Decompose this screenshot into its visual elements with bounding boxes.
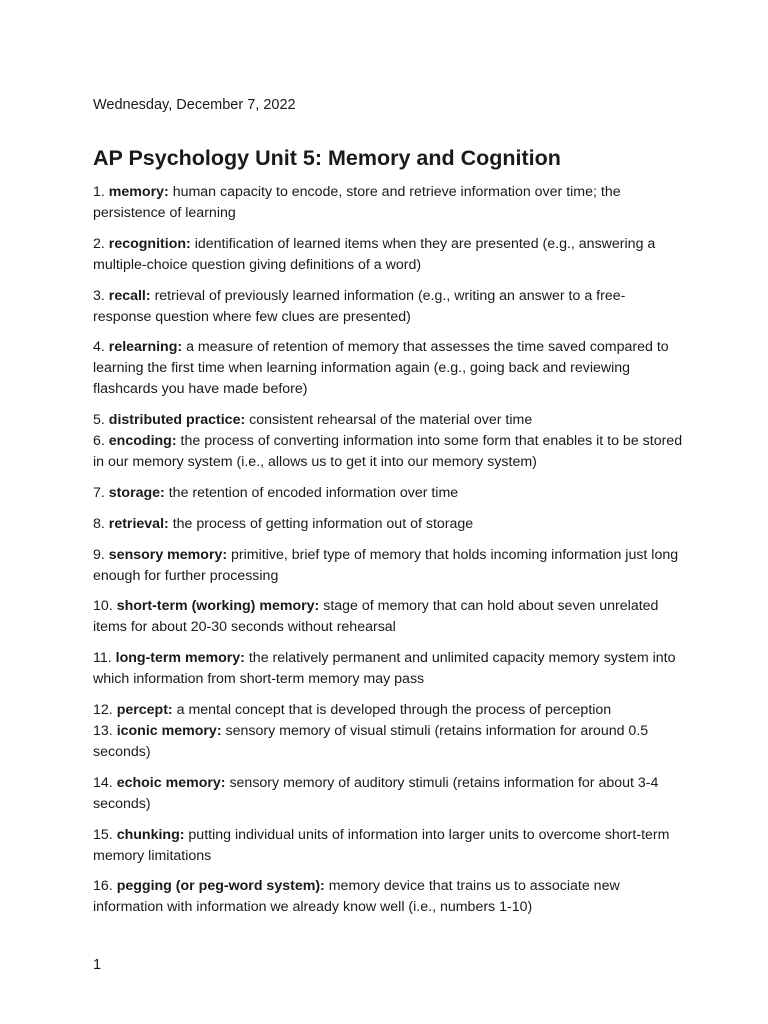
term-definition: the process of getting information out of storage — [172, 515, 474, 532]
term-definition: memory device that trains us to associate new information with information we already know well (i.e., numbers 1-10) — [93, 878, 620, 916]
term-label: storage: — [108, 484, 165, 501]
term-item — [93, 596, 683, 638]
term-item — [93, 286, 683, 328]
term-label: memory: — [108, 184, 169, 200]
term-label: pegging (or peg-word system): — [116, 878, 325, 895]
term-label: relearning: — [108, 339, 183, 356]
term-number: 1. — [93, 184, 105, 200]
term-number: 14. — [93, 774, 113, 791]
term-number: 11. — [93, 650, 112, 667]
term-definition: the retention of encoded information over time — [168, 484, 459, 501]
term-item — [93, 773, 683, 815]
term-list — [93, 182, 683, 928]
term-item — [93, 182, 683, 224]
term-number: 5. — [93, 412, 105, 429]
term-label: percept: — [116, 701, 173, 718]
term-number: 3. — [93, 287, 105, 304]
term-definition: a measure of retention of memory that assesses the time saved compared to learning the first time when learning information again (e.g., going back and reviewing flashcards you have made before) — [93, 339, 669, 398]
term-definition: the relatively permanent and unlimited capacity memory system into which information from short-term memory may pass — [93, 650, 676, 688]
term-definition: a mental concept that is developed through the process of perception — [176, 701, 612, 718]
term-definition: stage of memory that can hold about seven unrelated items for about 20-30 seconds without rehearsal — [93, 598, 659, 636]
page-number: 1 — [93, 957, 102, 973]
term-number: 8. — [93, 515, 105, 532]
term-label: short-term (working) memory: — [116, 598, 320, 615]
term-label: distributed practice: — [108, 412, 246, 429]
term-number: 4. — [93, 339, 105, 356]
term-definition: sensory memory of visual stimuli (retains information for around 0.5 seconds) — [93, 722, 649, 760]
term-number: 15. — [93, 826, 113, 843]
term-definition: retrieval of previously learned information (e.g., writing an answer to a free-response question where few clues are presented) — [93, 287, 626, 325]
term-label: sensory memory: — [108, 546, 228, 563]
term-number: 7. — [93, 484, 105, 501]
document-date: Wednesday, December 7, 2022 — [93, 97, 296, 113]
term-definition: identification of learned items when they are presented (e.g., answering a multiple-choice question giving definitions of a word) — [93, 235, 656, 273]
term-number: 16. — [93, 878, 113, 895]
document-page — [93, 0, 683, 1024]
term-number: 2. — [93, 235, 105, 252]
term-label: recognition: — [108, 235, 191, 252]
term-label: iconic memory: — [116, 722, 222, 739]
term-item — [93, 721, 683, 763]
term-item — [93, 876, 683, 918]
term-item — [93, 483, 683, 504]
term-number: 6. — [93, 433, 105, 450]
term-number: 9. — [93, 546, 105, 563]
term-item — [93, 337, 683, 400]
term-item — [93, 825, 683, 867]
term-definition: putting individual units of information into larger units to overcome short-term memory limitations — [93, 826, 670, 864]
term-item — [93, 234, 683, 276]
term-number: 12. — [93, 701, 113, 718]
term-item — [93, 648, 683, 690]
term-label: encoding: — [108, 433, 177, 450]
term-item — [93, 410, 683, 431]
term-label: long-term memory: — [115, 650, 245, 667]
document-title: AP Psychology Unit 5: Memory and Cognition — [93, 146, 561, 170]
term-definition: the process of converting information into some form that enables it to be stored in our memory system (i.e., allows us to get it into our memory system) — [93, 433, 683, 471]
term-label: recall: — [108, 287, 151, 304]
term-definition: human capacity to encode, store and retrieve information over time; the persistence of learning — [93, 184, 621, 221]
term-item — [93, 431, 683, 473]
term-label: retrieval: — [108, 515, 169, 532]
term-number: 10. — [93, 598, 113, 615]
term-item — [93, 545, 683, 587]
term-item — [93, 514, 683, 535]
term-definition: primitive, brief type of memory that holds incoming information just long enough for further processing — [93, 546, 679, 584]
term-label: chunking: — [116, 826, 185, 843]
term-item — [93, 700, 683, 721]
term-definition: sensory memory of auditory stimuli (retains information for about 3-4 seconds) — [93, 774, 659, 812]
term-definition: consistent rehearsal of the material over time — [249, 412, 533, 429]
term-number: 13. — [93, 722, 113, 739]
term-label: echoic memory: — [116, 774, 226, 791]
